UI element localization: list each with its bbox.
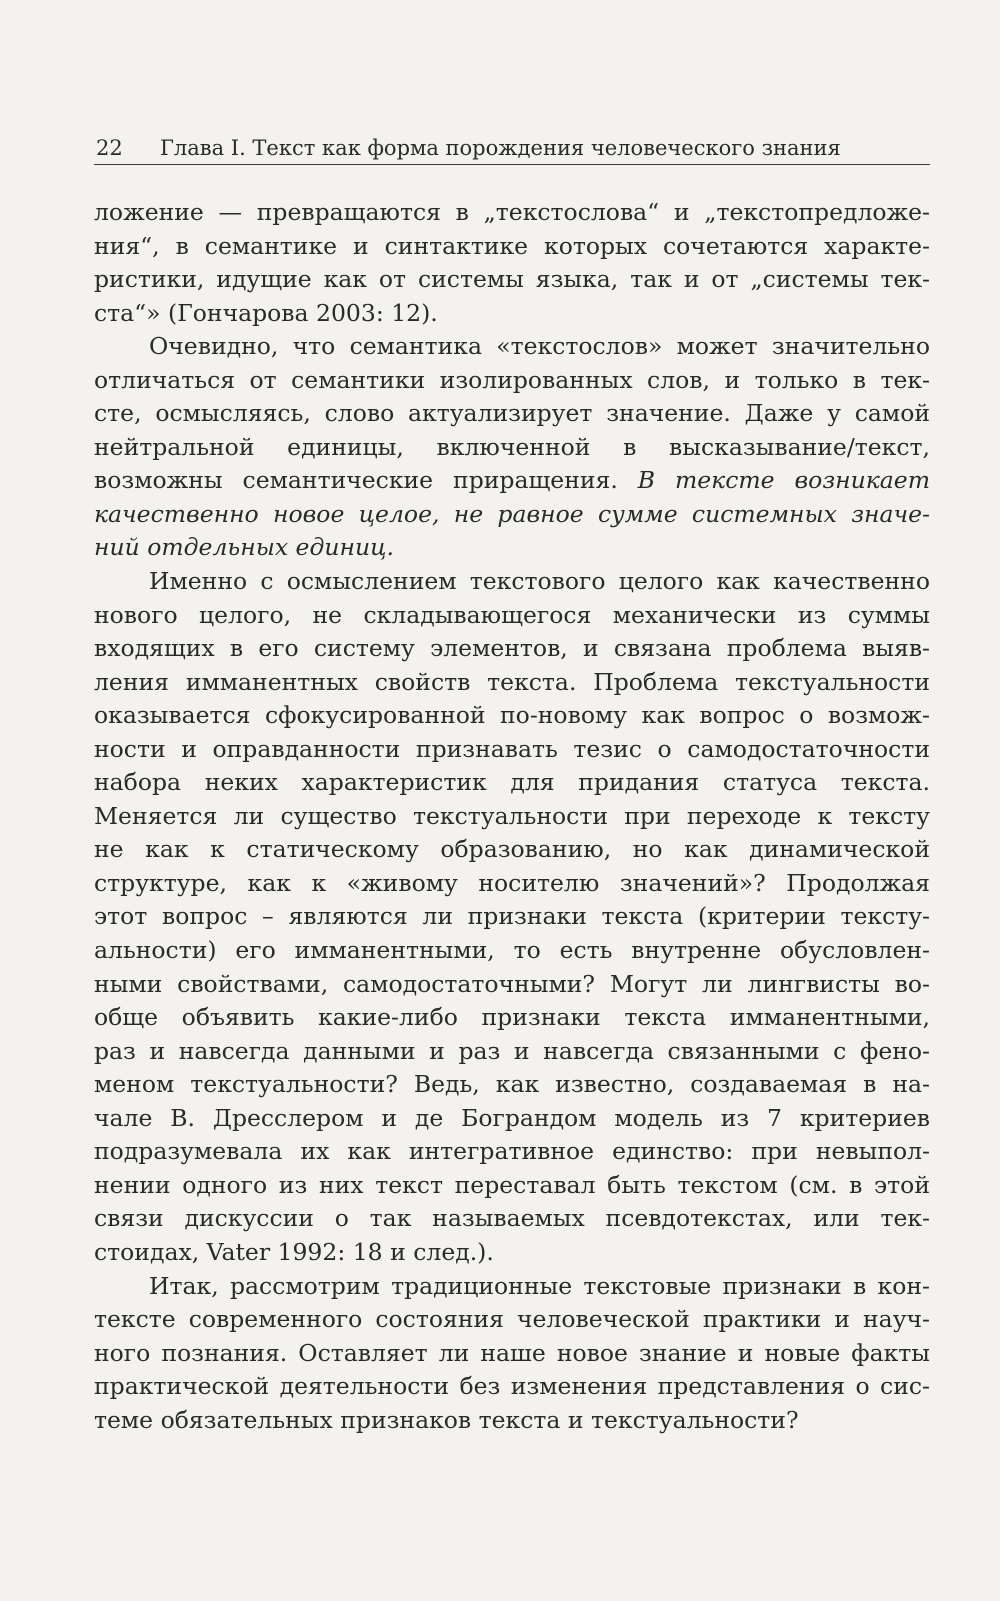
text-line (94, 934, 930, 968)
line-text: меном текстуальности? Ведь, как известно, создаваемая в на- (94, 1070, 930, 1099)
paragraph (94, 330, 930, 565)
line-text: обще объявить какие-либо признаки текста имманентными, (94, 1003, 930, 1032)
line-text: теме обязательных признаков текста и текстуальности? (94, 1405, 799, 1434)
line-text: Меняется ли существо текстуальности при переходе к тексту (94, 801, 930, 830)
text-line (94, 565, 930, 599)
line-text: ными свойствами, самодостаточными? Могут ли лингвисты во- (94, 969, 930, 998)
text-line (94, 1135, 930, 1169)
line-text: ложение — превращаются в „текстослова“ и „текстопредложе- (94, 198, 930, 226)
text-line (94, 1303, 930, 1337)
line-text: практической деятельности без изменения представления о сис- (94, 1372, 930, 1401)
line-text: Именно с осмыслением текстового целого как качественно (149, 567, 930, 596)
line-text: ления имманентных свойств текста. Проблема текстуальности (94, 667, 930, 696)
text-line (94, 1001, 930, 1035)
line-text: раз и навсегда данными и раз и навсегда связанными с фено- (94, 1036, 930, 1065)
line-text: нового целого, не складывающегося механически из суммы (94, 600, 930, 629)
line-text: ристики, идущие как от системы языка, так и от „системы тек- (94, 265, 930, 294)
line-text: стоидах, Vater 1992: 18 и след.). (94, 1237, 494, 1266)
line-text: ности и оправданности признавать тезис о самодостаточности (94, 734, 930, 763)
text-line (94, 498, 930, 532)
text-line (94, 531, 930, 565)
line-text: нении одного из них текст переставал быть текстом (см. в этой (94, 1170, 930, 1199)
paragraph (94, 196, 930, 330)
text-line (94, 599, 930, 633)
text-line (94, 1236, 930, 1270)
line-text: входящих в его систему элементов, и связана проблема выяв- (94, 634, 930, 663)
line-text: нейтральной единицы, включенной в высказывание/текст, (94, 432, 930, 461)
line-text: этот вопрос – являются ли признаки текста (критерии тексту- (94, 902, 930, 931)
text-line (94, 766, 930, 800)
body-text (94, 196, 930, 1437)
text-line (94, 867, 930, 901)
text-line (94, 1404, 930, 1438)
text-line (94, 1337, 930, 1371)
italic-text: качественно новое целое, не равное сумме системных значе- (94, 499, 930, 528)
text-line (94, 1202, 930, 1236)
line-text: ного познания. Оставляет ли наше новое знание и новые факты (94, 1338, 930, 1367)
italic-text: В тексте возникает (637, 466, 930, 495)
text-line (94, 699, 930, 733)
line-text: не как к статическому образованию, но как динамической (94, 835, 930, 864)
running-header (96, 134, 930, 162)
text-line (94, 632, 930, 666)
line-text: Очевидно, что семантика «текстослов» может значительно (149, 332, 930, 361)
text-line (94, 900, 930, 934)
line-text: структуре, как к «живому носителю значений»? Продолжая (94, 868, 930, 897)
text-line (94, 1270, 930, 1304)
text-line (94, 297, 930, 331)
line-text: связи дискуссии о так называемых псевдотекстах, или тек- (94, 1204, 930, 1233)
italic-text: ний отдельных единиц. (94, 533, 394, 562)
text-line (94, 364, 930, 398)
text-line (94, 1102, 930, 1136)
text-line (94, 1068, 930, 1102)
text-line (94, 800, 930, 834)
line-text: отличаться от семантики изолированных слов, и только в тек- (94, 365, 930, 394)
line-text: ста“» (Гончарова 2003: 12). (94, 298, 438, 327)
text-line (94, 1035, 930, 1069)
line-text: тексте современного состояния человеческой практики и науч- (94, 1305, 930, 1334)
line-text: чале В. Дресслером и де Бограндом модель из 7 критериев (94, 1103, 930, 1132)
header-rule (94, 164, 930, 165)
line-text: Итак, рассмотрим традиционные текстовые признаки в кон- (149, 1271, 930, 1300)
text-line (94, 968, 930, 1002)
text-line (94, 666, 930, 700)
line-text: сте, осмысляясь, слово актуализирует значение. Даже у самой (94, 399, 930, 428)
text-line (94, 733, 930, 767)
chapter-title: Глава I. Текст как форма порождения человеческого знания (160, 136, 841, 160)
paragraph (94, 1270, 930, 1438)
text-line (94, 330, 930, 364)
line-text: возможны семантические приращения. (94, 466, 638, 495)
paragraph (94, 565, 930, 1269)
text-line (94, 431, 930, 465)
text-line (94, 1370, 930, 1404)
text-line (94, 397, 930, 431)
text-line (94, 464, 930, 498)
line-text: оказывается сфокусированной по-новому как вопрос о возмож- (94, 701, 930, 730)
page-number: 22 (96, 136, 123, 160)
line-text: подразумевала их как интегративное единство: при невыпол- (94, 1137, 930, 1166)
text-line (94, 196, 930, 230)
text-line (94, 263, 930, 297)
line-text: ния“, в семантике и синтактике которых сочетаются характе- (94, 231, 930, 260)
text-line (94, 1169, 930, 1203)
line-text: альности) его имманентными, то есть внутренне обусловлен- (94, 936, 930, 965)
text-line (94, 833, 930, 867)
text-line (94, 230, 930, 264)
line-text: набора неких характеристик для придания статуса текста. (94, 768, 930, 797)
